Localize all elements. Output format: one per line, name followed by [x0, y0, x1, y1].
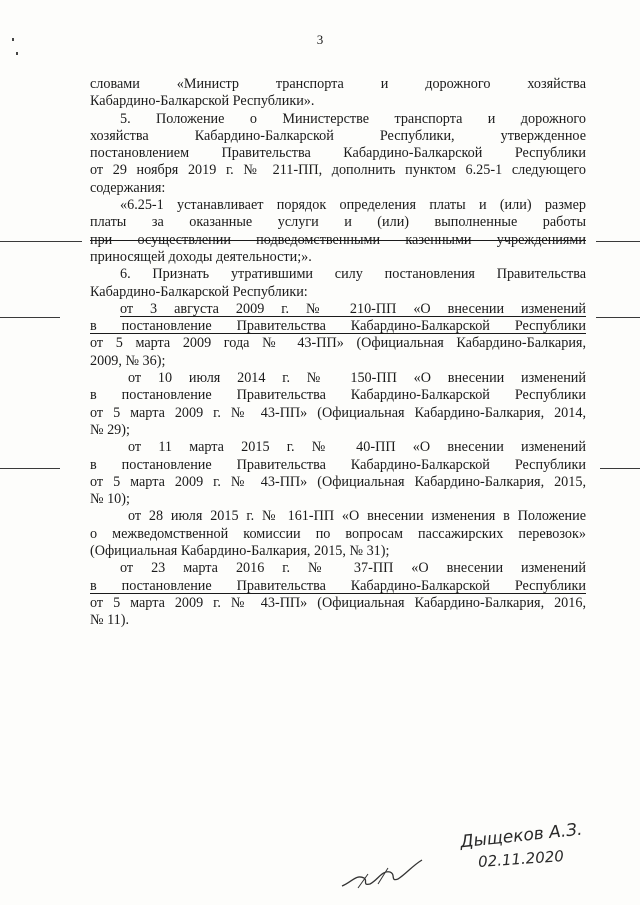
- text-line: Кабардино-Балкарской Республики».: [90, 93, 315, 110]
- handwritten-note: Дыщеков А.З.: [459, 819, 584, 853]
- text-line: приносящей доходы деятельности;».: [90, 248, 312, 265]
- text-line: в постановление Правительства Кабардино-Балкарской Республики: [90, 456, 586, 473]
- text-line: от 23 марта 2016 г. № 37-ПП «О внесении изменений: [120, 560, 586, 577]
- text-line: платы за оказанные услуги и (или) выполненные работы: [90, 214, 586, 231]
- text-line: от 11 марта 2015 г. № 40-ПП «О внесении изменений: [128, 439, 586, 456]
- margin-rule: [0, 317, 60, 318]
- text-line: (Официальная Кабардино-Балкария, 2015, № 31);: [90, 543, 390, 560]
- text-line: от 5 марта 2009 года № 43-ПП» (Официальная Кабардино-Балкария,: [90, 335, 586, 352]
- text-line: от 28 июля 2015 г. № 161-ПП «О внесении изменения в Положение: [128, 508, 586, 525]
- text-line: словами «Министр транспорта и дорожного хозяйства: [90, 76, 586, 92]
- margin-rule: [596, 317, 640, 318]
- text-line: в постановление Правительства Кабардино-Балкарской Республики: [90, 577, 586, 594]
- text-line: от 5 марта 2009 г. № 43-ПП» (Официальная Кабардино-Балкария, 2015,: [90, 473, 586, 490]
- text-line: о межведомственной комиссии по вопросам пассажирских перевозок»: [90, 525, 586, 542]
- text-line: № 11).: [90, 612, 130, 629]
- text-line: «6.25-1 устанавливает порядок определения платы и (или) размер: [120, 197, 586, 214]
- text-line: № 10);: [90, 491, 130, 508]
- text-line: Кабардино-Балкарской Республики:: [90, 283, 308, 300]
- text-line: 6. Признать утратившими силу постановления Правительства: [120, 266, 586, 283]
- margin-rule: [596, 241, 640, 242]
- signature-scribble: [338, 852, 428, 892]
- page-number: 3: [316, 32, 324, 47]
- text-line: от 5 марта 2009 г. № 43-ПП» (Официальная Кабардино-Балкария, 2014,: [90, 404, 586, 421]
- margin-mark: [12, 38, 14, 41]
- text-line: постановлением Правительства Кабардино-Балкарской Республики: [90, 145, 586, 162]
- text-line: в постановление Правительства Кабардино-Балкарской Республики: [90, 387, 586, 404]
- text-line: № 29);: [90, 421, 130, 438]
- margin-rule: [0, 468, 60, 469]
- text-line: от 10 июля 2014 г. № 150-ПП «О внесении изменений: [128, 370, 586, 387]
- margin-rule: [0, 241, 82, 242]
- text-line: 5. Положение о Министерстве транспорта и дорожного: [120, 110, 586, 127]
- document-body: [90, 76, 586, 630]
- margin-mark: [16, 52, 18, 55]
- text-line: 2009, № 36);: [90, 352, 166, 369]
- text-line: хозяйства Кабардино-Балкарской Республики, утвержденное: [90, 127, 586, 144]
- handwritten-date: 02.11.2020: [477, 847, 565, 871]
- text-line: содержания:: [90, 179, 166, 196]
- text-line: от 29 ноября 2019 г. № 211-ПП, дополнить пунктом 6.25-1 следующего: [90, 162, 586, 179]
- text-line: от 3 августа 2009 г. № 210-ПП «О внесении изменений: [120, 300, 586, 317]
- text-line: в постановление Правительства Кабардино-Балкарской Республики: [90, 318, 586, 335]
- text-line: при осуществлении подведомственными казенными учреждениями: [90, 231, 586, 248]
- text-line: от 5 марта 2009 г. № 43-ПП» (Официальная Кабардино-Балкария, 2016,: [90, 594, 586, 611]
- margin-rule: [600, 468, 640, 469]
